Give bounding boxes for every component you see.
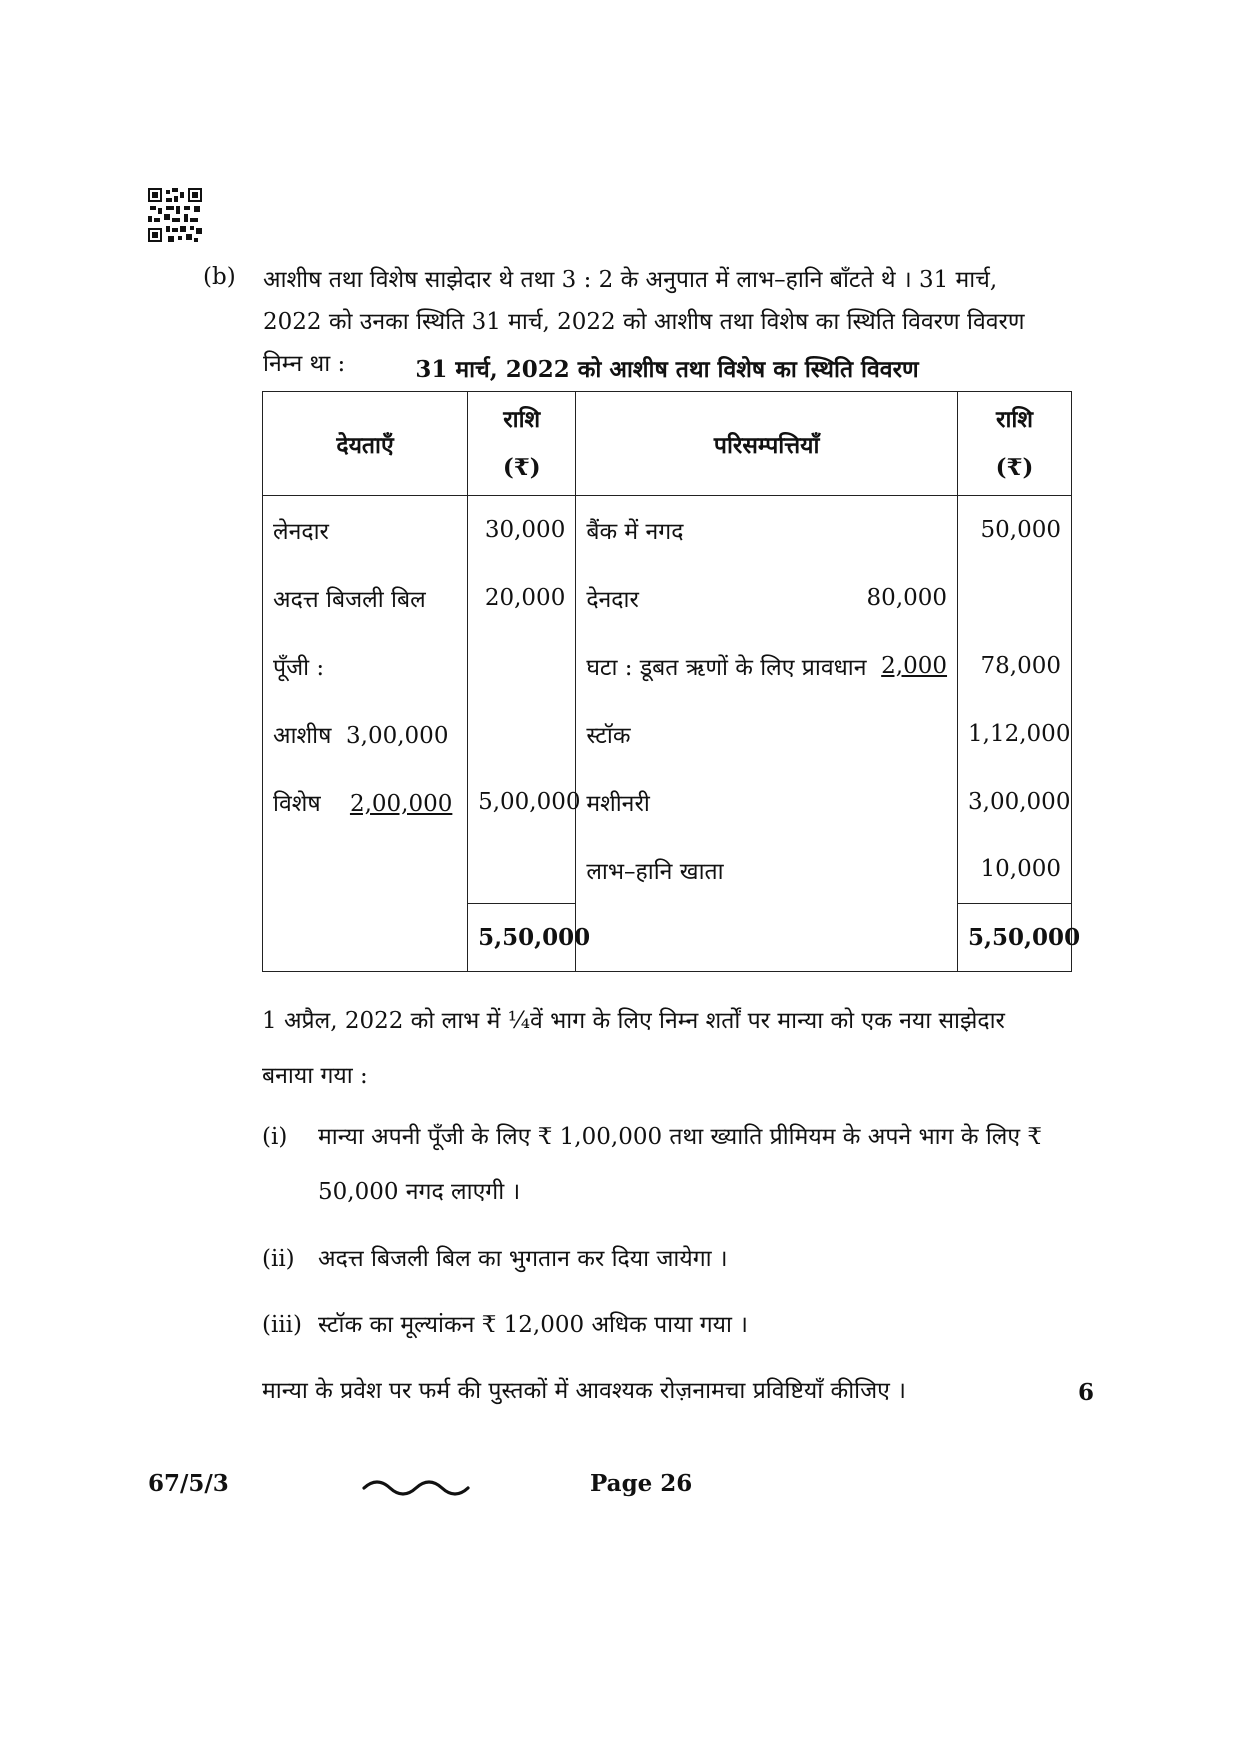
condition-num-2: (ii)	[262, 1246, 295, 1272]
header-rupee-label: (₹)	[995, 453, 1034, 481]
table-row	[263, 496, 1072, 564]
table-header-row	[263, 392, 1072, 496]
condition-text-2: अदत्त बिजली बिल का भुगतान कर दिया जायेगा ।	[318, 1246, 728, 1272]
machinery-label: मशीनरी	[576, 768, 958, 836]
question-intro: आशीष तथा विशेष साझेदार थे तथा 3 : 2 के अनुपात में लाभ–हानि बाँटते थे । 31 मार्च, 2022 को उनका स्थिति 31 मार्च, 2022 को आशीष तथा विशेष का स्थिति विवरण विवरण निम्न था :	[263, 267, 1025, 377]
assets-total: 5,50,000	[958, 904, 1072, 972]
empty-cell	[468, 632, 576, 700]
vishesh-label: विशेष	[273, 790, 321, 817]
capital-total: 5,00,000	[468, 768, 576, 836]
header-amount-label: राशि	[996, 405, 1033, 433]
empty-cell	[468, 700, 576, 768]
net-debtors-amount: 78,000	[958, 632, 1072, 700]
admission-text: 1 अप्रैल, 2022 को लाभ में ¼वें भाग के लिए निम्न शर्तों पर मान्या को एक नया साझेदार बनाया गया :	[262, 1008, 1005, 1089]
header-amount-label: राशि	[503, 405, 541, 433]
condition-num-3: (iii)	[262, 1312, 303, 1338]
table-title: 31 मार्च, 2022 को आशीष तथा विशेष का स्थिति विवरण	[415, 356, 919, 383]
creditors-label: लेनदार	[263, 496, 468, 564]
instruction-text: मान्या के प्रवेश पर फर्म की पुस्तकों में आवश्यक रोज़नामचा प्रविष्टियाँ कीजिए ।	[262, 1378, 906, 1404]
provision-amount: 2,000	[881, 652, 948, 679]
empty-cell	[576, 904, 958, 972]
outstanding-label: अदत्त बिजली बिल	[263, 564, 468, 632]
table-row	[263, 632, 1072, 700]
header-amount-liabilities	[468, 392, 576, 496]
provision-cell	[576, 632, 958, 700]
header-liabilities: देयताएँ	[263, 392, 468, 496]
provision-label: घटा : डूबत ऋणों के लिए प्रावधान	[586, 654, 867, 681]
cash-amount: 50,000	[958, 496, 1072, 564]
table-row	[263, 564, 1072, 632]
debtors-label: देनदार	[586, 586, 639, 613]
capital-label: पूँजी :	[263, 632, 468, 700]
debtors-cell	[576, 564, 958, 632]
ashish-amount: 3,00,000	[346, 722, 449, 749]
cash-label: बैंक में नगद	[576, 496, 958, 564]
empty-cell	[468, 836, 576, 904]
question-label: (b)	[203, 264, 236, 290]
table-row	[263, 700, 1072, 768]
liabilities-total: 5,50,000	[468, 904, 576, 972]
footer-code: 67/5/3	[148, 1470, 229, 1497]
stock-label: स्टॉक	[576, 700, 958, 768]
table-total-row	[263, 904, 1072, 972]
pl-label: लाभ–हानि खाता	[576, 836, 958, 904]
empty-cell	[263, 836, 468, 904]
empty-cell	[263, 904, 468, 972]
table-row	[263, 836, 1072, 904]
footer-page: Page 26	[590, 1470, 693, 1497]
vishesh-amount: 2,00,000	[349, 790, 453, 817]
condition-text-1: मान्या अपनी पूँजी के लिए ₹ 1,00,000 तथा ख्याति प्रीमियम के अपने भाग के लिए ₹ 50,000 नगद लाएगी ।	[318, 1124, 1043, 1205]
qr-code-icon	[148, 188, 202, 242]
condition-text-3: स्टॉक का मूल्यांकन ₹ 12,000 अधिक पाया गया ।	[318, 1312, 748, 1338]
creditors-amount: 30,000	[468, 496, 576, 564]
stock-amount: 1,12,000	[958, 700, 1072, 768]
balance-sheet-table	[262, 391, 1081, 972]
marks-label: 6	[1078, 1379, 1095, 1406]
debtors-amount: 80,000	[866, 584, 948, 611]
ashish-cell	[263, 700, 468, 768]
header-assets: परिसम्पत्तियाँ	[576, 392, 958, 496]
wave-ornament-icon	[362, 1474, 470, 1496]
table-row	[263, 768, 1072, 836]
condition-num-1: (i)	[262, 1124, 288, 1150]
pl-amount: 10,000	[958, 836, 1072, 904]
ashish-label: आशीष	[273, 722, 332, 749]
vishesh-cell	[263, 768, 468, 836]
outstanding-amount: 20,000	[468, 564, 576, 632]
header-amount-assets	[958, 392, 1072, 496]
header-rupee-label: (₹)	[502, 453, 541, 481]
machinery-amount: 3,00,000	[958, 768, 1072, 836]
empty-cell	[958, 564, 1072, 632]
